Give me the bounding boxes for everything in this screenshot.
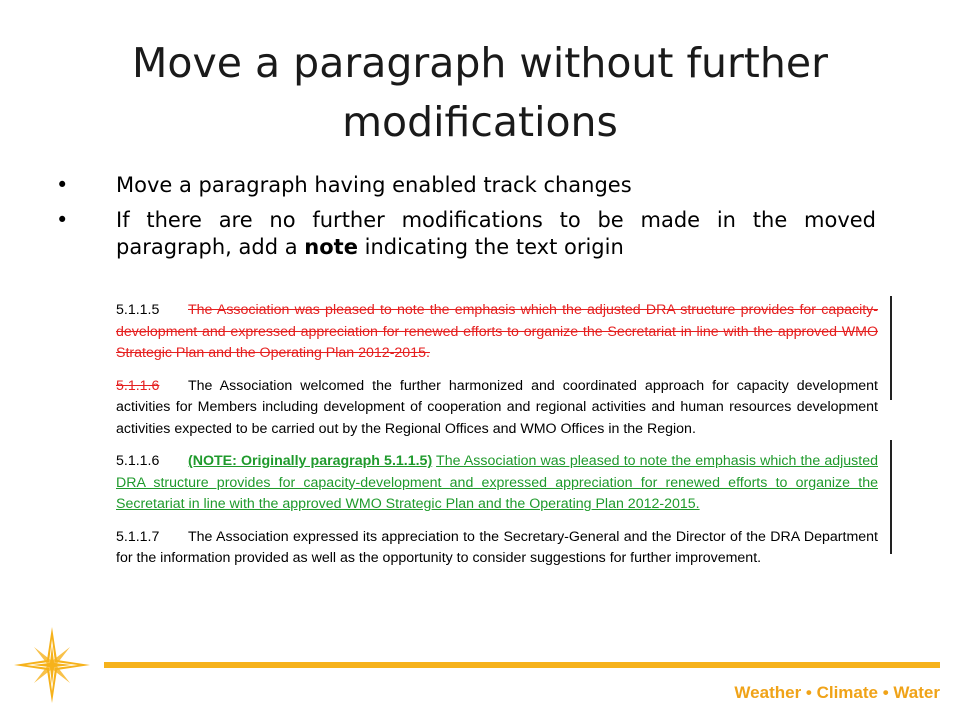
bullet-dot: • [56, 173, 69, 197]
footer-rule [104, 662, 940, 668]
document-excerpt [116, 300, 878, 581]
change-bar [890, 296, 892, 400]
bullet-text-part: If there are no further modifications to be made in the moved paragraph, add a [116, 208, 876, 259]
slide-title: Move a paragraph without further modifications [132, 39, 828, 146]
bullet-item [56, 172, 876, 199]
document-paragraph [116, 451, 878, 516]
bullet-bold-word: note [304, 235, 358, 259]
footer-tagline: Weather • Climate • Water [734, 683, 940, 702]
document-paragraph [116, 527, 878, 570]
paragraph-number: 5.1.1.7 [116, 528, 160, 545]
paragraph-number: 5.1.1.5 [116, 302, 160, 318]
compass-star-icon [12, 625, 92, 705]
bullet-text [116, 207, 876, 261]
deleted-text: The Association was pleased to note the emphasis which the adjusted DRA structure provides for capacity-development and expressed appreciation for renewed efforts to organize the Secretariat in line with the approved WMO Strategic Plan and the Operating Plan 2012-2015. [116, 302, 878, 361]
change-bar [890, 440, 892, 554]
paragraph-number: 5.1.1.6 [116, 453, 160, 469]
paragraph-number-deleted: 5.1.1.6 [116, 377, 160, 394]
document-paragraph [116, 376, 878, 441]
document-paragraph [116, 300, 878, 365]
bullet-dot: • [56, 208, 69, 232]
bullet-list [56, 172, 876, 269]
inserted-note: (NOTE: Originally paragraph 5.1.1.5) [188, 453, 433, 469]
bullet-item [56, 207, 876, 261]
paragraph-text: The Association welcomed the further harmonized and coordinated approach for capacity development activities for Members including development of cooperation and regional activities and human resources development activities expected to be carried out by the Regional Offices and WMO Offices in the Region. [116, 377, 878, 437]
inserted-text: The Association was pleased to note the emphasis which the adjusted DRA structure provides for capacity-development and expressed appreciation for renewed efforts to organize the Secretariat in line with the approved WMO Strategic Plan and the Operating Plan 2012-2015. [116, 453, 878, 512]
bullet-text-part: indicating the text origin [357, 235, 624, 259]
paragraph-text: The Association expressed its appreciation to the Secretary-General and the Director of the DRA Department for the information provided as well as the opportunity to consider suggestions for further improvement. [116, 528, 878, 566]
bullet-text: Move a paragraph having enabled track changes [116, 173, 632, 197]
